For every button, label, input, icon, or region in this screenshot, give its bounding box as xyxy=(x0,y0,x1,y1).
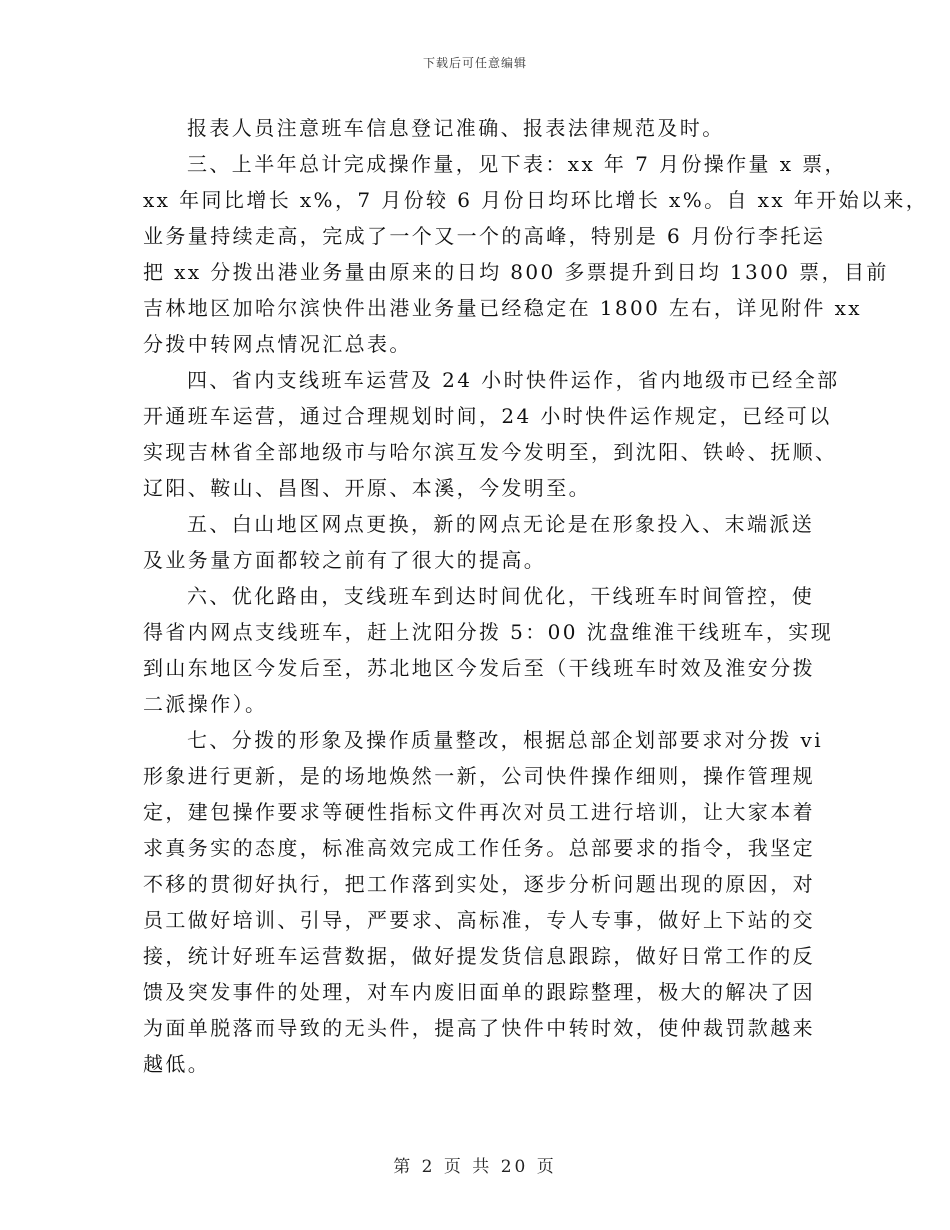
text-line: 报表人员注意班车信息登记准确、报表法律规范及时。 xyxy=(187,116,725,140)
text-line: 实现吉林省全部地级市与哈尔滨互发今发明至，到沈阳、铁岭、抚顺、 xyxy=(143,440,838,464)
text-line: 为面单脱落而导致的无头件，提高了快件中转时效，使仲裁罚款越来 xyxy=(143,1016,815,1040)
text-line: 业务量持续走高，完成了一个又一个的高峰，特别是 6 月份行李托运 xyxy=(143,224,826,248)
text-line: 五、白山地区网点更换，新的网点无论是在形象投入、末端派送 xyxy=(187,512,815,536)
page-header: 下载后可任意编辑 xyxy=(422,56,527,70)
document-body xyxy=(143,110,929,1082)
text-line: 越低。 xyxy=(143,1052,211,1076)
text-line: 把 xx 分拨出港业务量由原来的日均 800 多票提升到日均 1300 票，目前 xyxy=(143,260,889,284)
text-line: 及业务量方面都较之前有了很大的提高。 xyxy=(143,548,547,572)
text-line: 分拨中转网点情况汇总表。 xyxy=(143,332,412,356)
text-line: 六、优化路由，支线班车到达时间优化，干线班车时间管控，使 xyxy=(187,584,815,608)
text-line: 馈及突发事件的处理，对车内废旧面单的跟踪整理，极大的解决了因 xyxy=(143,980,815,1004)
text-line: 求真务实的态度，标准高效完成工作任务。总部要求的指令，我坚定 xyxy=(143,836,815,860)
text-line: 三、上半年总计完成操作量，见下表：xx 年 7 月份操作量 x 票， xyxy=(187,152,847,176)
text-line: 七、分拨的形象及操作质量整改，根据总部企划部要求对分拨 vi xyxy=(187,728,824,752)
page-footer: 第 2 页 共 20 页 xyxy=(393,1157,557,1177)
text-line: 接，统计好班车运营数据，做好提发货信息跟踪，做好日常工作的反 xyxy=(143,944,815,968)
text-line: 到山东地区今发后至，苏北地区今发后至（干线班车时效及淮安分拨 xyxy=(143,656,815,680)
text-line: 得省内网点支线班车，赶上沈阳分拨 5：00 沈盘维淮干线班车，实现 xyxy=(143,620,834,644)
text-line: 开通班车运营，通过合理规划时间，24 小时快件运作规定，已经可以 xyxy=(143,404,832,428)
text-line: 吉林地区加哈尔滨快件出港业务量已经稳定在 1800 左右，详见附件 xx xyxy=(143,296,862,320)
text-line: 形象进行更新，是的场地焕然一新，公司快件操作细则，操作管理规 xyxy=(143,764,815,788)
text-line: xx 年同比增长 x%，7 月份较 6 月份日均环比增长 x%。自 xx 年开始以来， xyxy=(143,188,929,212)
text-line: 二派操作）。 xyxy=(143,692,268,716)
text-line: 辽阳、鞍山、昌图、开原、本溪，今发明至。 xyxy=(143,476,591,500)
text-line: 定，建包操作要求等硬性指标文件再次对员工进行培训，让大家本着 xyxy=(143,800,815,824)
text-line: 四、省内支线班车运营及 24 小时快件运作，省内地级市已经全部 xyxy=(187,368,840,392)
text-line: 不移的贯彻好执行，把工作落到实处，逐步分析问题出现的原因，对 xyxy=(143,872,815,896)
text-line: 员工做好培训、引导，严要求、高标准，专人专事，做好上下站的交 xyxy=(143,908,815,932)
